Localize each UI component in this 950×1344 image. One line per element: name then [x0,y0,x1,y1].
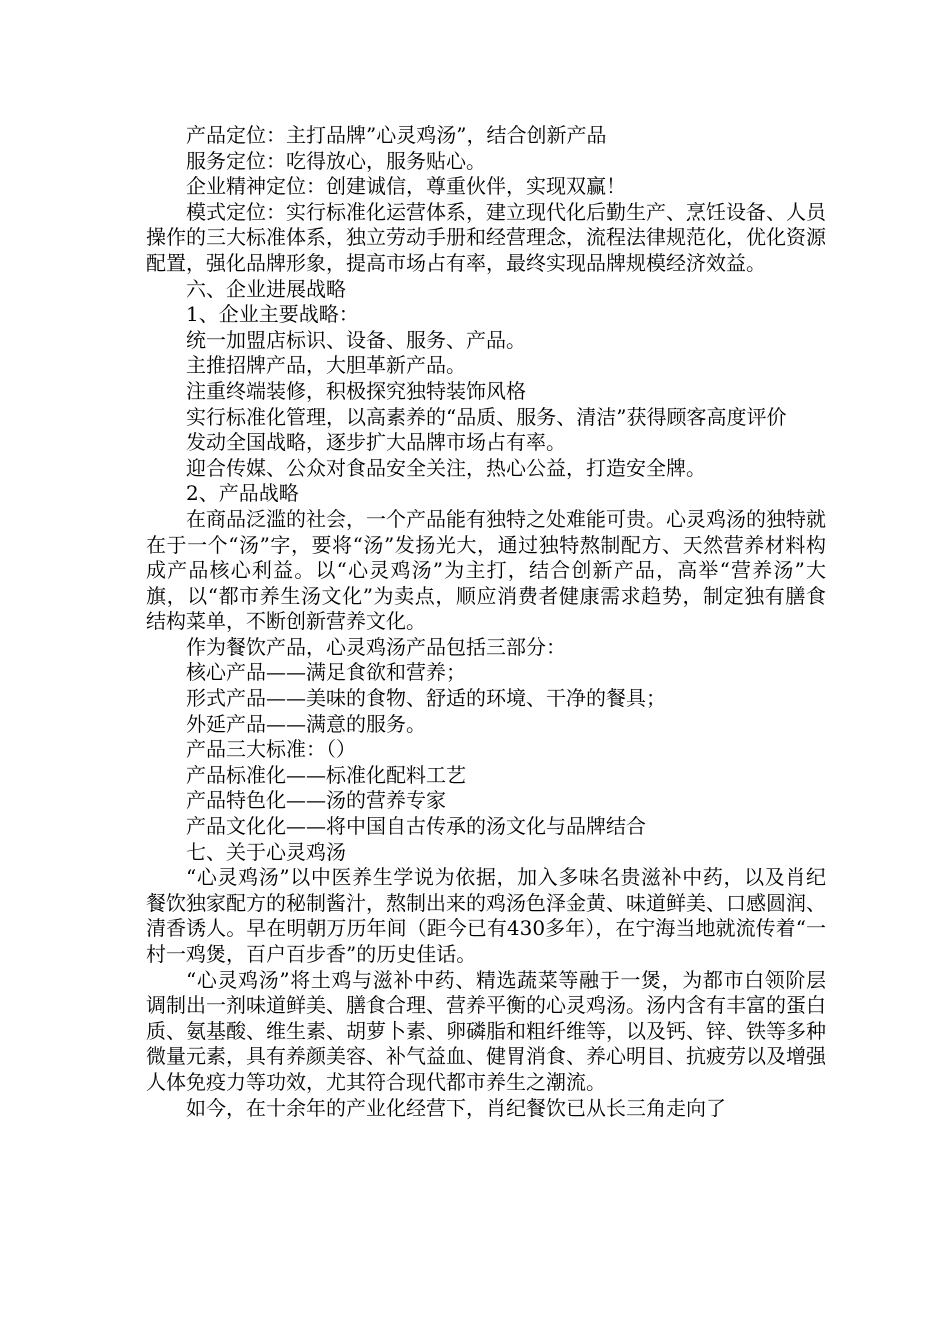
paragraph-product-standards: 产品三大标准：（） [186,737,356,762]
list-item: 统一加盟店标识、设备、服务、产品。 [186,327,526,352]
paragraph-service-positioning: 服务定位：吃得放心，服务贴心。 [186,148,486,173]
document-body [146,123,826,1121]
list-item: 发动全国战略，逐步扩大品牌市场占有率。 [186,430,566,455]
list-item: 主推招牌产品，大胆革新产品。 [186,353,466,378]
paragraph-product-parts: 作为餐饮产品，心灵鸡汤产品包括三部分： [186,634,566,659]
list-item: 核心产品——满足食欲和营养； [186,660,466,685]
paragraph-product-positioning: 产品定位：主打品牌”心灵鸡汤”，结合创新产品 [186,123,607,147]
list-item: 产品特色化——汤的营养专家 [186,788,446,813]
subheading-main-strategy: 1、企业主要战略： [186,302,359,327]
list-item: 外延产品——满意的服务。 [186,711,426,736]
list-item: 实行标准化管理，以高素养的“品质、服务、清洁”获得顾客高度评价 [186,404,787,429]
section-heading-strategy: 六、企业进展战略 [186,276,346,301]
section-heading-about: 七、关于心灵鸡汤 [186,839,346,864]
paragraph-about-history: “心灵鸡汤”以中医养生学说为依据，加入多味名贵滋补中药，以及肖纪餐饮独家配方的秘制酱汁，熬制出来的鸡汤色泽金黄、味道鲜美、口感圆润、清香诱人。早在明朝万历年间（距今已有430多年），在宁海当地就流传着“一村一鸡煲，百户百步香”的历史佳话。 [146,865,826,966]
paragraph-model-positioning: 模式定位：实行标准化运营体系，建立现代化后勤生产、烹饪设备、人员操作的三大标准体系，独立劳动手册和经营理念，流程法律规范化，优化资源配置，强化品牌形象，提高市场占有率，最终实现品牌规模经济效益。 [146,199,826,275]
list-item: 形式产品——美味的食物、舒适的环境、干净的餐具； [186,686,666,711]
paragraph-about-nutrition: “心灵鸡汤”将土鸡与滋补中药、精选蔬菜等融于一煲，为都市白领阶层调制出一剂味道鲜美、膳食合理、营养平衡的心灵鸡汤。汤内含有丰富的蛋白质、氨基酸、维生素、胡萝卜素、卵磷脂和粗纤维等，以及钙、锌、铁等多种微量元素，具有养颜美容、补气益血、健胃消食、养心明目、抗疲劳以及增强人体免疫力等功效，尤其符合现代都市养生之潮流。 [146,967,826,1094]
paragraph-spirit-positioning: 企业精神定位：创建诚信，尊重伙伴，实现双赢！ [186,174,626,199]
subheading-product-strategy: 2、产品战略 [186,481,299,506]
list-item: 迎合传媒、公众对食品安全关注，热心公益，打造安全牌。 [186,455,706,480]
paragraph-product-strategy: 在商品泛滥的社会，一个产品能有独特之处难能可贵。心灵鸡汤的独特就在于一个“汤”字，要将“汤”发扬光大，通过独特熬制配方、天然营养材料构成产品核心利益。以“心灵鸡汤”为主打，结合创新产品，高举“营养汤”大旗，以“都市养生汤文化”为卖点，顺应消费者健康需求趋势，制定独有膳食结构菜单，不断创新营养文化。 [146,506,826,634]
paragraph-about-today: 如今，在十余年的产业化经营下，肖纪餐饮已从长三角走向了 [186,1095,726,1120]
list-item: 注重终端装修，积极探究独特装饰风格 [186,378,526,403]
list-item: 产品标准化——标准化配料工艺 [186,762,466,787]
list-item: 产品文化化——将中国自古传承的汤文化与品牌结合 [186,814,646,839]
